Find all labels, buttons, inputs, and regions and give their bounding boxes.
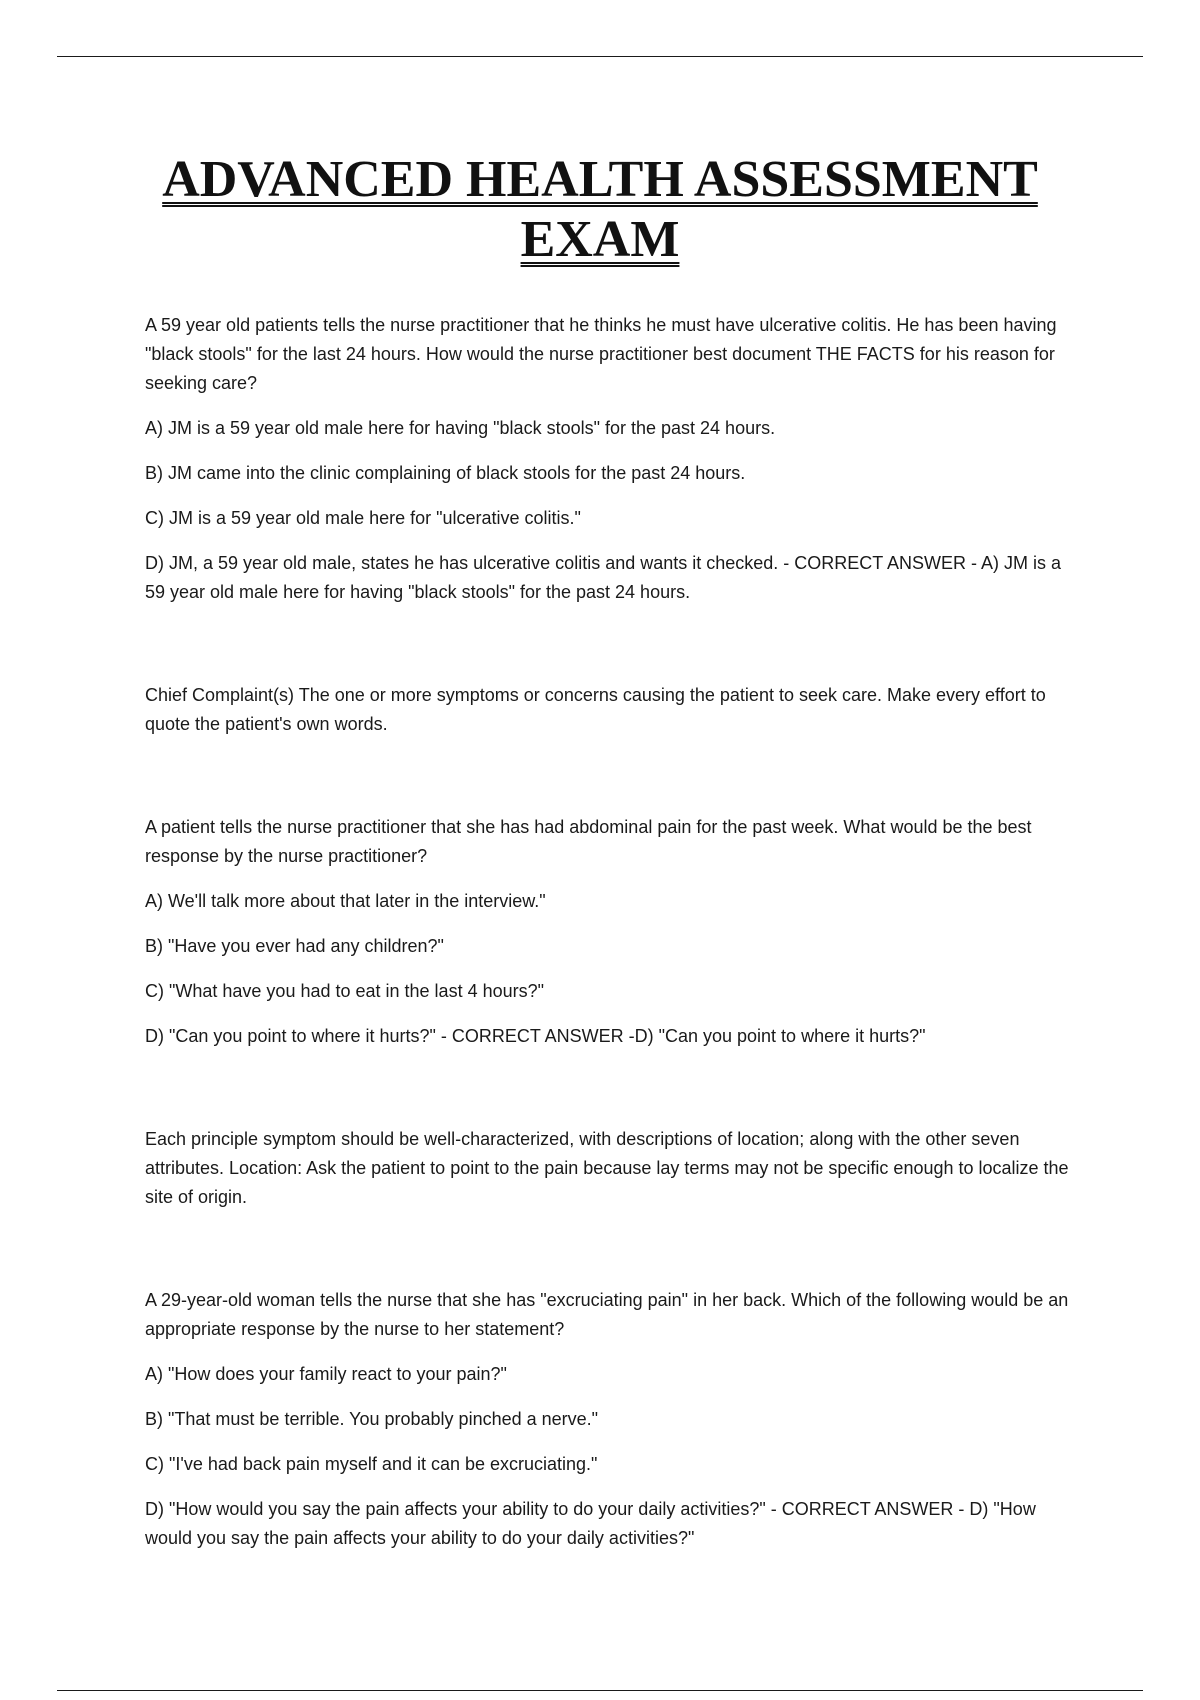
document-body <box>145 311 1075 1569</box>
answer-option-b: B) "Have you ever had any children?" <box>145 936 444 956</box>
section-spacer <box>145 755 1075 813</box>
section-spacer <box>145 1228 1075 1286</box>
answer-option-c: C) "What have you had to eat in the last 4 hours?" <box>145 981 545 1001</box>
question-block-3 <box>145 1286 1075 1553</box>
answer-option-c: C) "I've had back pain myself and it can be excruciating." <box>145 1454 598 1474</box>
question-text: A patient tells the nurse practitioner that she has had abdominal pain for the past week. What would be the best response by the nurse practitioner? <box>145 817 1032 866</box>
answer-option-d: D) JM, a 59 year old male, states he has ulcerative colitis and wants it checked. - CORRECT ANSWER - A) JM is a 59 year old male here for having "black stools" for the past 24 hours. <box>145 553 1061 602</box>
question-text: A 29-year-old woman tells the nurse that she has "excruciating pain" in her back. Which of the following would be an appropriate response by the nurse to her statement? <box>145 1290 1069 1339</box>
explanation-block-1 <box>145 681 1075 739</box>
section-spacer <box>145 623 1075 681</box>
answer-option-d: D) "How would you say the pain affects your ability to do your daily activities?" - CORRECT ANSWER - D) "How would you say the pain affects your ability to do your daily activities?" <box>145 1499 1036 1548</box>
title-line-2: EXAM <box>520 211 680 268</box>
answer-option-c: C) JM is a 59 year old male here for "ulcerative colitis." <box>145 508 581 528</box>
answer-option-b: B) JM came into the clinic complaining of black stools for the past 24 hours. <box>145 463 746 483</box>
title-line-1: ADVANCED HEALTH ASSESSMENT <box>162 151 1038 208</box>
question-block-1 <box>145 311 1075 607</box>
page-title <box>100 150 1100 270</box>
explanation-block-2 <box>145 1125 1075 1212</box>
top-rule <box>57 56 1143 57</box>
explanation-text: Each principle symptom should be well-characterized, with descriptions of location; along with the other seven attributes. Location: Ask the patient to point to the pain because lay terms may not be specific enough to localize the site of origin. <box>145 1129 1069 1207</box>
answer-option-d: D) "Can you point to where it hurts?" - CORRECT ANSWER -D) "Can you point to where it hurts?" <box>145 1026 926 1046</box>
section-spacer <box>145 1067 1075 1125</box>
answer-option-a: A) JM is a 59 year old male here for having "black stools" for the past 24 hours. <box>145 418 776 438</box>
answer-option-b: B) "That must be terrible. You probably pinched a nerve." <box>145 1409 599 1429</box>
question-text: A 59 year old patients tells the nurse practitioner that he thinks he must have ulcerative colitis. He has been having "black stools" for the last 24 hours. How would the nurse practitioner best document THE FACTS for his reason for seeking care? <box>145 315 1057 393</box>
answer-option-a: A) We'll talk more about that later in the interview." <box>145 891 546 911</box>
explanation-text: Chief Complaint(s) The one or more symptoms or concerns causing the patient to seek care. Make every effort to quote the patient's own words. <box>145 685 1046 734</box>
bottom-rule <box>57 1690 1143 1691</box>
question-block-2 <box>145 813 1075 1051</box>
answer-option-a: A) "How does your family react to your pain?" <box>145 1364 507 1384</box>
